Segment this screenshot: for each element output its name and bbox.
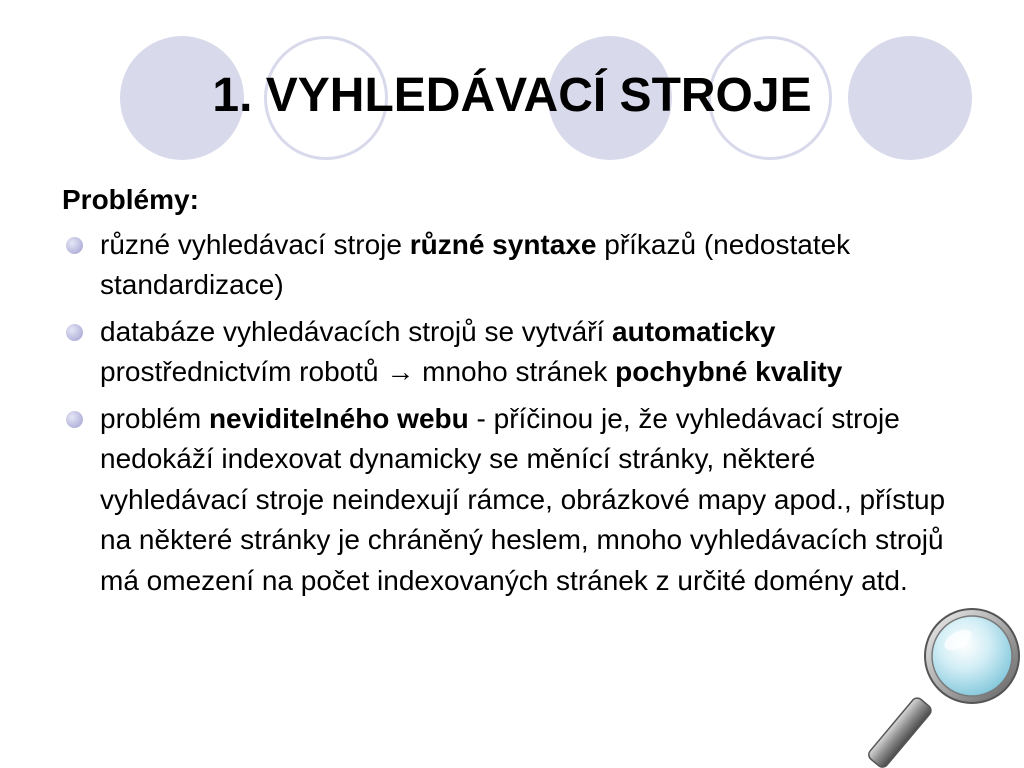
- bullet-text: problém: [100, 402, 209, 434]
- bold-text: pochybné kvality: [615, 356, 843, 387]
- slide-content: [62, 180, 962, 607]
- bullet-icon: [66, 324, 83, 341]
- magnifying-glass-icon: [860, 606, 1024, 768]
- bullet-text: prostřednictvím robotů → mnoho stránek: [100, 356, 616, 387]
- bullet-icon: [66, 237, 83, 254]
- bullet-item: [62, 399, 962, 602]
- bullet-text: databáze vyhledávacích strojů se vytváří: [100, 315, 613, 347]
- section-heading: Problémy:: [62, 184, 199, 215]
- bullet-text: příkazů (nedostatek standardizace): [100, 228, 851, 300]
- bullet-item: [62, 225, 962, 306]
- bold-text: různé syntaxe: [409, 228, 597, 260]
- bold-text: automaticky: [612, 315, 776, 347]
- bullet-item: [62, 312, 962, 393]
- bullet-icon: [66, 411, 83, 428]
- bullet-text: různé vyhledávací stroje: [100, 228, 410, 260]
- bold-text: neviditelného webu: [208, 402, 469, 434]
- slide-title: 1. VYHLEDÁVACÍ STROJE: [212, 69, 812, 122]
- bullet-text: - příčinou je, že vyhledávací stroje nedokáží indexovat dynamicky se měnící stránky, některé vyhledávací stroje neindexují rámce, obrázkové mapy apod., přístup na některé stránky je chráněný heslem, mnoho vyhledávacích strojů má omezení na počet indexovaných stránek z určité domény atd.: [100, 402, 946, 596]
- bullet-list: [62, 225, 962, 602]
